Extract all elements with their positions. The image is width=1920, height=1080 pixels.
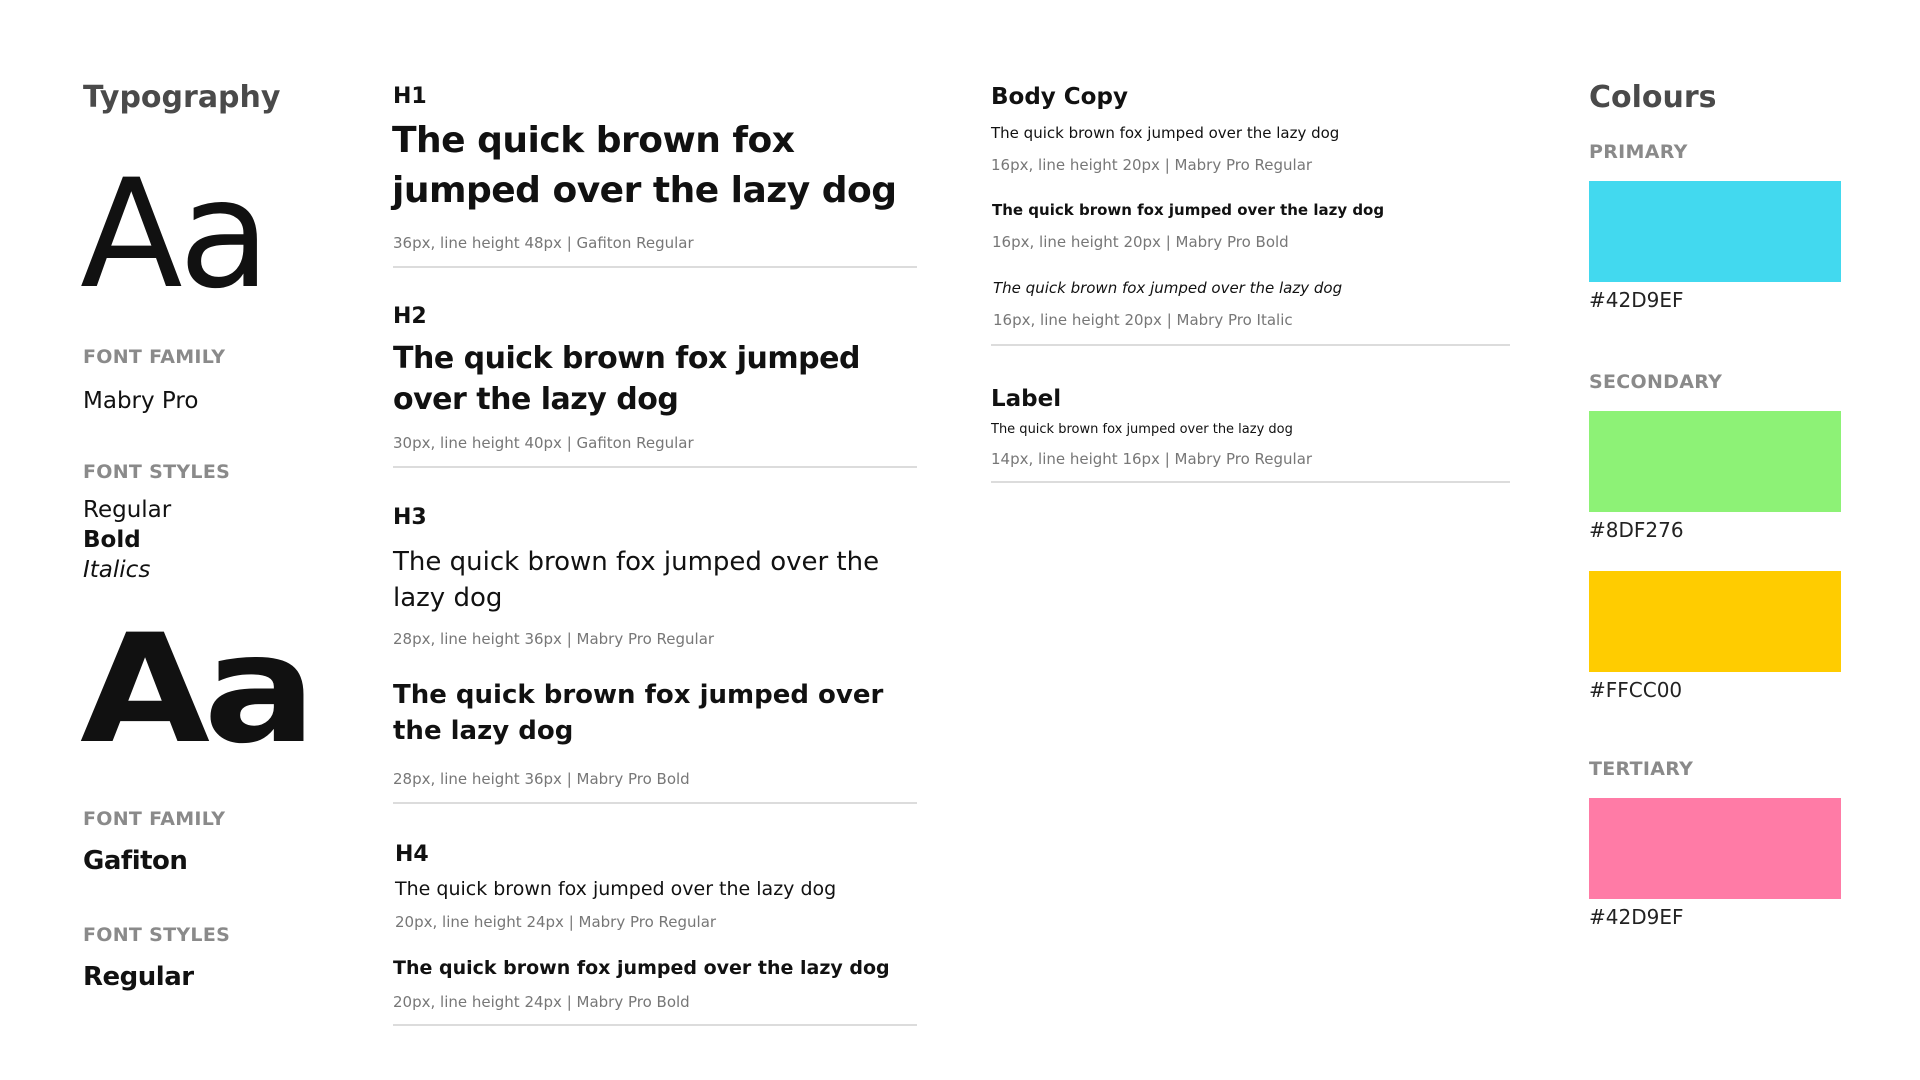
- mabry-specimen: Aa: [80, 148, 267, 322]
- mabry-style-regular: Regular: [83, 497, 172, 523]
- tertiary-label: TERTIARY: [1589, 758, 1694, 780]
- mabry-family-label: FONT FAMILY: [83, 346, 226, 368]
- mabry-styles-label: FONT STYLES: [83, 461, 231, 483]
- body-italic-sample: The quick brown fox jumped over the lazy dog: [993, 279, 1343, 297]
- h3-bold-spec: 28px, line height 36px | Mabry Pro Bold: [393, 770, 690, 788]
- gafiton-family-name: Gafiton: [83, 846, 188, 876]
- body-copy-divider: [991, 344, 1510, 346]
- secondary-yellow-hex: #FFCC00: [1589, 678, 1683, 702]
- h4-regular-spec: 20px, line height 24px | Mabry Pro Regular: [395, 913, 717, 931]
- colours-title: Colours: [1589, 80, 1717, 115]
- h3-tag: H3: [393, 505, 427, 530]
- h3-bold-sample: The quick brown fox jumped over the lazy dog: [393, 680, 884, 746]
- gafiton-style-regular: Regular: [83, 962, 194, 992]
- h4-regular-sample: The quick brown fox jumped over the lazy dog: [395, 878, 837, 900]
- h4-divider: [393, 1024, 917, 1026]
- primary-swatch: [1589, 181, 1841, 282]
- label-sample: The quick brown fox jumped over the lazy dog: [991, 422, 1293, 437]
- label-title: Label: [991, 386, 1062, 412]
- h1-spec: 36px, line height 48px | Gafiton Regular: [393, 234, 694, 252]
- label-divider: [991, 481, 1510, 483]
- gafiton-specimen: Aa: [80, 603, 310, 777]
- gafiton-styles-label: FONT STYLES: [83, 924, 231, 946]
- tertiary-swatch: [1589, 798, 1841, 899]
- h2-tag: H2: [393, 304, 427, 329]
- body-bold-spec: 16px, line height 20px | Mabry Pro Bold: [992, 233, 1289, 251]
- mabry-style-italic: Italics: [83, 557, 151, 583]
- h1-sample: The quick brown fox jumped over the lazy dog: [392, 120, 897, 211]
- primary-hex: #42D9EF: [1589, 288, 1684, 312]
- secondary-label: SECONDARY: [1589, 371, 1723, 393]
- body-regular-sample: The quick brown fox jumped over the lazy dog: [991, 124, 1340, 142]
- h1-tag: H1: [393, 84, 427, 109]
- gafiton-family-label: FONT FAMILY: [83, 808, 226, 830]
- h3-divider: [393, 802, 917, 804]
- body-regular-spec: 16px, line height 20px | Mabry Pro Regular: [991, 156, 1313, 174]
- h1-divider: [393, 266, 917, 268]
- h4-tag: H4: [395, 842, 429, 867]
- h4-bold-spec: 20px, line height 24px | Mabry Pro Bold: [393, 993, 690, 1011]
- mabry-family-name: Mabry Pro: [83, 388, 199, 414]
- secondary-green-hex: #8DF276: [1589, 518, 1684, 542]
- label-spec: 14px, line height 16px | Mabry Pro Regular: [991, 450, 1313, 468]
- tertiary-hex: #42D9EF: [1589, 905, 1684, 929]
- body-italic-spec: 16px, line height 20px | Mabry Pro Italic: [993, 311, 1293, 329]
- h3-regular-spec: 28px, line height 36px | Mabry Pro Regular: [393, 630, 715, 648]
- primary-label: PRIMARY: [1589, 141, 1688, 163]
- h4-bold-sample: The quick brown fox jumped over the lazy dog: [393, 957, 890, 979]
- mabry-style-bold: Bold: [83, 527, 141, 553]
- body-copy-title: Body Copy: [991, 84, 1128, 110]
- secondary-swatch-yellow: [1589, 571, 1841, 672]
- h2-sample: The quick brown fox jumped over the lazy dog: [393, 341, 860, 417]
- h2-divider: [393, 466, 917, 468]
- body-bold-sample: The quick brown fox jumped over the lazy dog: [992, 201, 1385, 219]
- secondary-swatch-green: [1589, 411, 1841, 512]
- typography-title: Typography: [83, 80, 281, 115]
- h3-regular-sample: The quick brown fox jumped over the lazy dog: [393, 547, 880, 613]
- h2-spec: 30px, line height 40px | Gafiton Regular: [393, 434, 694, 452]
